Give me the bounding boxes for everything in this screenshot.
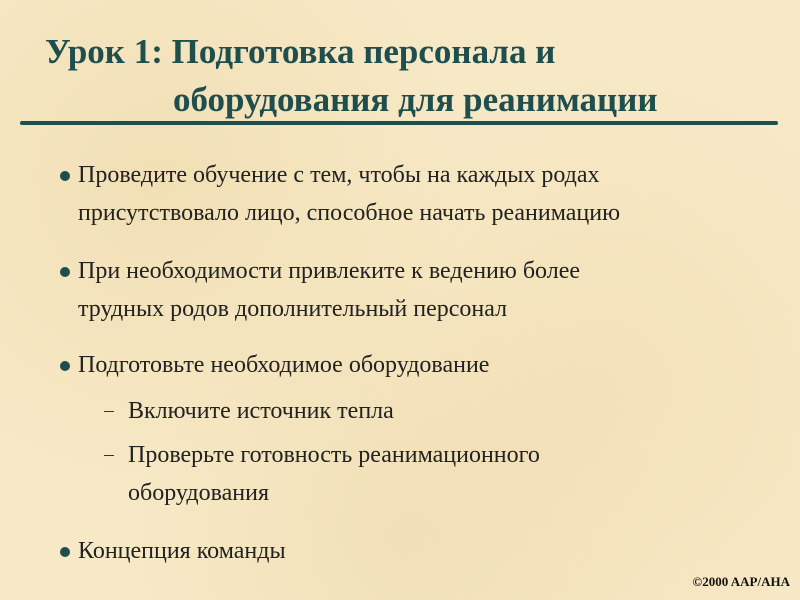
sub-bullet-text-line: Включите источник тепла: [128, 398, 394, 424]
bullet-item: [60, 156, 620, 232]
sub-bullet-item: [104, 436, 540, 512]
slide-title-line-1: Урок 1: Подготовка персонала и: [45, 32, 556, 71]
bullet-item: [60, 346, 489, 384]
sub-bullet-item: [104, 392, 394, 430]
slide-title-line-2: оборудования для реанимации: [173, 80, 658, 119]
bullet-dot-icon: [60, 267, 70, 277]
bullet-text-line: Подготовьте необходимое оборудование: [78, 352, 490, 378]
bullet-dot-icon: [60, 547, 70, 557]
bullet-text-line: Концепция команды: [78, 538, 286, 564]
sub-bullet-text-line: Проверьте готовность реанимационного: [128, 442, 540, 468]
bullet-text-line: Проведите обучение с тем, чтобы на каждых родах: [78, 162, 600, 188]
bullet-text-line: присутствовало лицо, способное начать реанимацию: [78, 200, 621, 226]
copyright-notice: ©2000 AAP/AHA: [692, 574, 790, 589]
bullet-dot-icon: [60, 171, 70, 181]
dash-icon: [104, 455, 114, 456]
sub-bullet-text-line: оборудования: [128, 480, 269, 506]
dash-icon: [104, 411, 114, 412]
bullet-item: [60, 532, 286, 570]
title-divider: [20, 121, 778, 125]
bullet-text-line: трудных родов дополнительный персонал: [78, 296, 508, 322]
bullet-item: [60, 252, 580, 328]
bullet-dot-icon: [60, 361, 70, 371]
bullet-text-line: При необходимости привлеките к ведению более: [78, 258, 581, 284]
